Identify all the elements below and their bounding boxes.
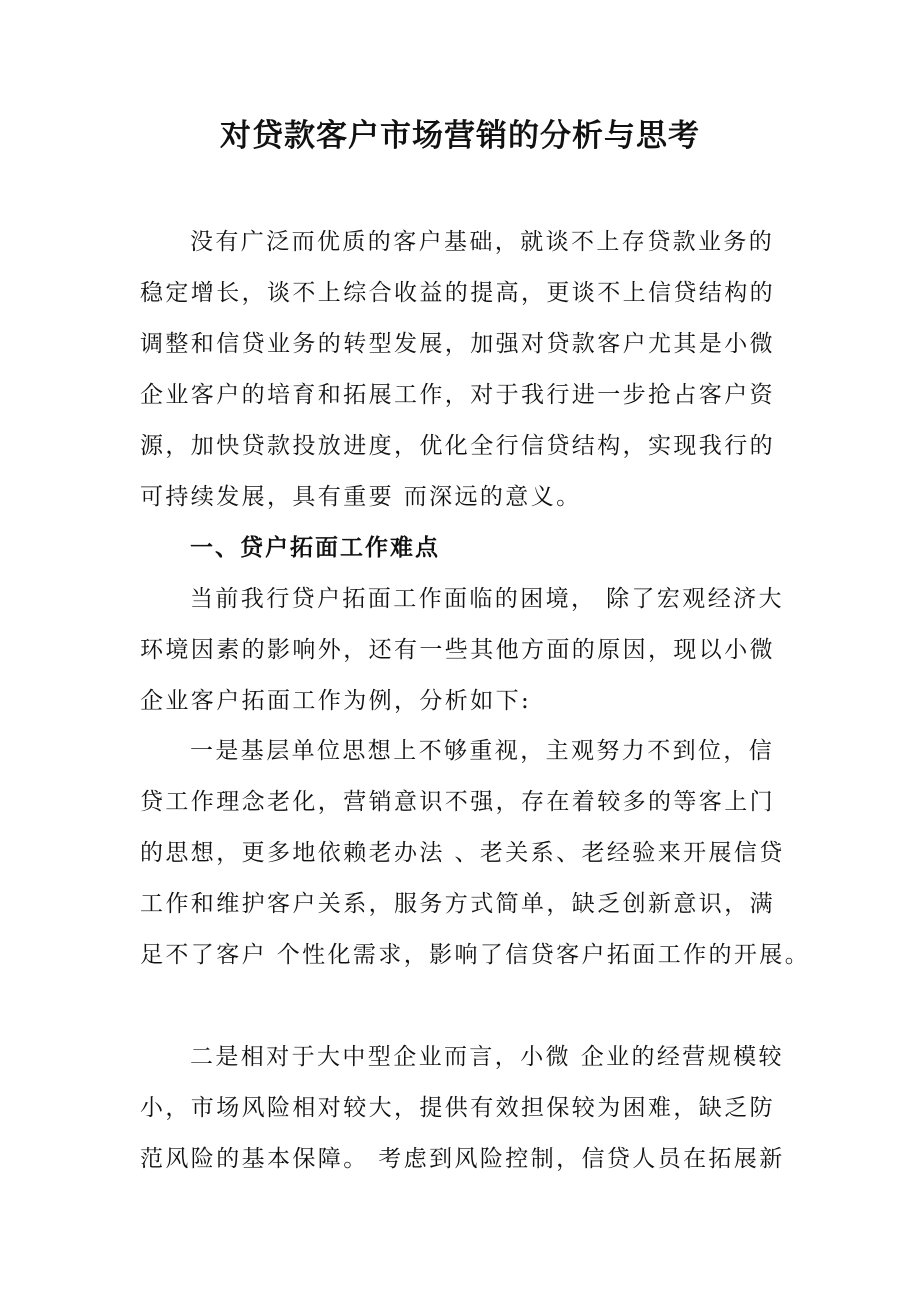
paragraph-point-one-line: 的思想，更多地依赖老办法 、老关系、老经验来开展信贷 (140, 840, 785, 866)
paragraph-point-two-line: 范风险的基本保障。 考虑到风险控制，信贷人员在拓展新 (140, 1146, 785, 1172)
section-heading: 一、贷户拓面工作难点 (190, 535, 440, 561)
paragraph-point-one-line: 贷工作理念老化，营销意识不强，存在着较多的等客上门 (140, 789, 775, 815)
paragraph-intro-line: 源，加快贷款投放进度，优化全行信贷结构，实现我行的 (140, 433, 775, 459)
paragraph-point-one-line: 足不了客户 个性化需求，影响了信贷客户拓面工作的开展。 (140, 942, 811, 968)
paragraph-intro-line: 没有广泛而优质的客户基础，就谈不上存贷款业务的 (190, 229, 775, 255)
paragraph-difficulty-line: 环境因素的影响外，还有一些其他方面的原因，现以小微 (140, 637, 775, 663)
paragraph-point-two-line: 二是相对于大中型企业而言，小微 企业的经营规模较 (190, 1044, 784, 1070)
document-title: 对贷款客户市场营销的分析与思考 (220, 118, 700, 154)
paragraph-point-one-line: 一是基层单位思想上不够重视，主观努力不到位，信 (190, 738, 775, 764)
paragraph-difficulty-line: 企业客户拓面工作为例，分析如下: (140, 688, 532, 714)
paragraph-point-one-line: 工作和维护客户关系，服务方式简单，缺乏创新意识，满 (140, 891, 775, 917)
paragraph-intro-line: 企业客户的培育和拓展工作，对于我行进一步抢占客户资 (140, 382, 775, 408)
paragraph-intro-line: 可持续发展，具有重要 而深远的意义。 (140, 484, 582, 510)
paragraph-intro-line: 调整和信贷业务的转型发展，加强对贷款客户尤其是小微 (140, 331, 775, 357)
paragraph-difficulty-line: 当前我行贷户拓面工作面临的困境， 除了宏观经济大 (190, 586, 784, 612)
paragraph-point-two-line: 小，市场风险相对较大，提供有效担保较为困难，缺乏防 (140, 1095, 775, 1121)
paragraph-intro-line: 稳定增长，谈不上综合收益的提高，更谈不上信贷结构的 (140, 280, 775, 306)
